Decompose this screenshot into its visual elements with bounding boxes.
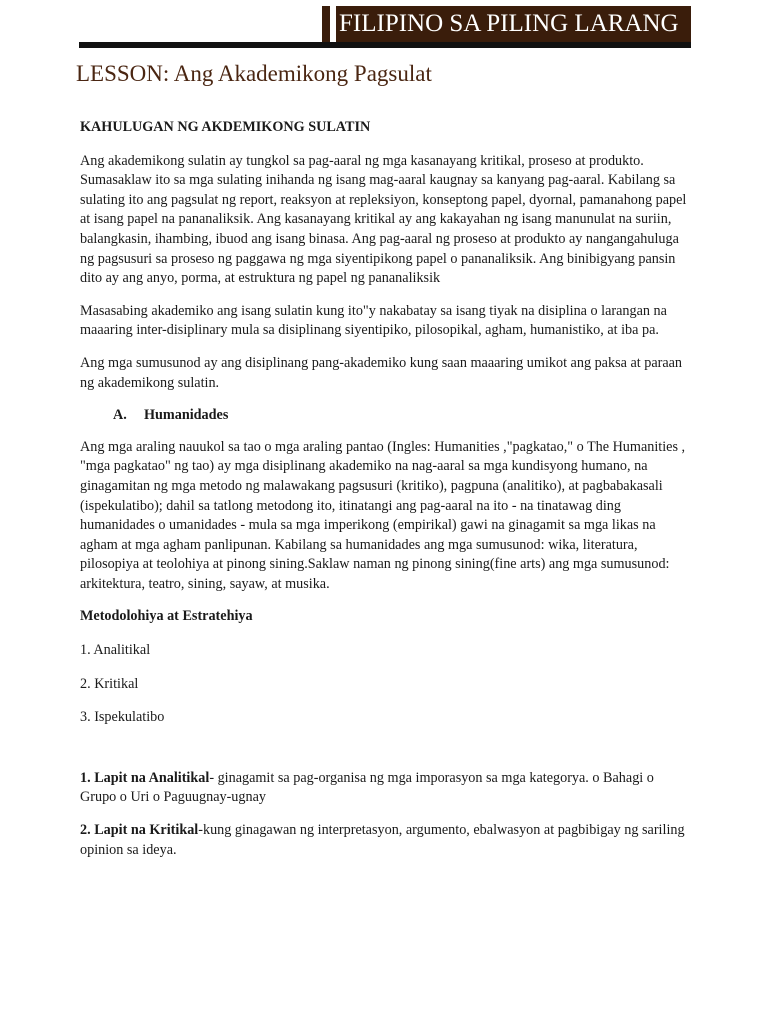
method-item: 1. Analitikal [80, 642, 151, 659]
header-rule [79, 42, 691, 48]
paragraph-discipline: Masasabing akademiko ang isang sulatin kung ito"y nakabatay sa isang tiyak na disiplina o larangan na maaaring inter-disiplinary mula sa disiplinang siyentipiko, pilosopikal, agham, humanistiko, at iba pa. [80, 302, 667, 339]
paragraph-disciplines-intro: Ang mga sumusunod ay ang disiplinang pang-akademiko kung saan maaaring umikot ang paksa at paraan ng akademikong sulatin. [80, 354, 683, 391]
paragraph-definition: Ang akademikong sulatin ay tungkol sa pag-aaral ng mga kasanayang kritikal, proseso at produkto. Sumasaklaw ito sa mga sulating inihanda ng isang mag-aaral kaugnay sa kanyang pag-aaral. Kabilang sa sulating ito ang pagsulat ng report, reaksyon at repleksiyon, konseptong papel, dyornal, pamanahong papel at isang papel na pananaliksik. Ang kasanayang kritikal ay ang kakayahan ng isang manunulat na suriin, balangkasin, ihambing, ibuod ang isang binasa. Ang pag-aaral ng proseso at produkto ay nangangahuluga ng pagsusuri sa proseso ng paggawa ng mga siyentipikong papel o pananaliksik. Ang binibigyang pansin dito ay ang anyo, porma, at estruktura ng papel ng pananaliksik [80, 152, 687, 287]
lapit-kritikal-text: -kung ginagawan ng interpretasyon, argumento, ebalwasyon at pagbibigay ng sariling opinion sa ideya. [80, 822, 685, 858]
subsection-letter: A. [113, 407, 127, 424]
metodolohiya-heading: Metodolohiya at Estratehiya [80, 608, 253, 625]
lapit-kritikal-title: 2. Lapit na Kritikal [80, 822, 199, 839]
subsection-heading-humanidades [80, 406, 692, 426]
course-title: FILIPINO SA PILING LARANG [339, 10, 679, 37]
document-body [80, 118, 692, 873]
lapit-analitikal-title: 1. Lapit na Analitikal [80, 769, 210, 786]
method-item: 2. Kritikal [80, 675, 139, 692]
paragraph-humanidades: Ang mga araling nauukol sa tao o mga araling pantao (Ingles: Humanities ,"pagkatao," o The Humanities , "mga pagkatao" ng tao) ay mga disiplinang akademiko na nag-aaral sa mga kundisyong humano, na ginagamitan ng mga metodo ng malawakang pagsusuri (kritiko), pagpuna (analitiko), at pagbabakasali (ispekulatibo); dahil sa tatlong metodong ito, itinatangi ang pag-aaral na ito - na tinatawag ding humanidades o umanidades - mula sa mga imperikong (empirikal) gawi na ginagamit sa mga likas na agham at mga agham panlipunan. Kabilang sa humanidades ang mga sumusunod: wika, literatura, pilosopiya at teolohiya at pinong sining.Saklaw naman ng pinong sining(fine arts) ang mga sumusunod: arkitektura, teatro, sining, sayaw, at musika. [80, 438, 686, 592]
paragraph-lapit-kritikal [80, 821, 692, 860]
spacer [80, 742, 692, 769]
lapit-analitikal-text: - ginagamit sa pag-organisa ng mga imporasyon sa mga kategorya. o Bahagi o Grupo o Uri o Paguugnay-ugnay [80, 769, 654, 806]
method-item: 3. Ispekulatibo [80, 709, 165, 726]
lesson-title: LESSON: Ang Akademikong Pagsulat [76, 61, 432, 86]
paragraph-lapit-analitikal [80, 769, 692, 808]
header-band-divider [330, 6, 336, 42]
kahulugan-heading: KAHULUGAN NG AKDEMIKONG SULATIN [80, 119, 371, 135]
subsection-title: Humanidades [144, 407, 229, 424]
